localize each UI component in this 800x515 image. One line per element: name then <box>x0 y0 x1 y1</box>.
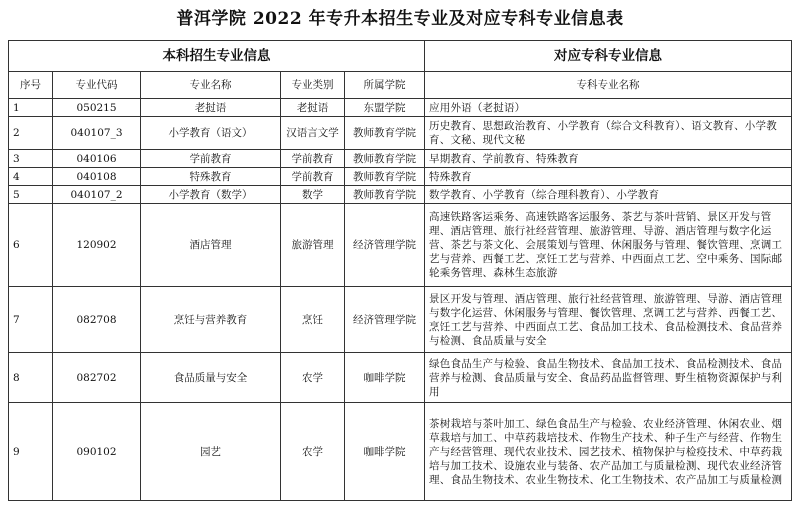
cell-no: 9 <box>9 403 53 501</box>
table-row <box>9 99 792 117</box>
group-header-row <box>9 41 792 72</box>
undergrad-info-header: 本科招生专业信息 <box>9 41 425 72</box>
cell-college: 教师教育学院 <box>345 186 425 204</box>
junior-college-info-header: 对应专科专业信息 <box>425 41 792 72</box>
column-header-row <box>9 72 792 99</box>
cell-code: 040106 <box>53 150 141 168</box>
cell-majors: 绿色食品生产与检验、食品生物技术、食品加工技术、食品检测技术、食品营养与检测、食品质量与安全、食品药品监督管理、野生植物资源保护与利用 <box>425 353 792 403</box>
cell-college: 经济管理学院 <box>345 204 425 287</box>
cell-majors: 历史教育、思想政治教育、小学教育（综合文科教育）、语文教育、小学教育、文秘、现代文秘 <box>425 117 792 150</box>
cell-category: 烹饪 <box>281 287 345 353</box>
cell-name: 特殊教育 <box>141 168 281 186</box>
cell-code: 050215 <box>53 99 141 117</box>
cell-no: 8 <box>9 353 53 403</box>
cell-name: 老挝语 <box>141 99 281 117</box>
table-row <box>9 117 792 150</box>
col-header-no: 序号 <box>9 72 53 99</box>
cell-category: 学前教育 <box>281 168 345 186</box>
cell-code: 090102 <box>53 403 141 501</box>
table-row <box>9 168 792 186</box>
table-row <box>9 150 792 168</box>
col-header-college: 所属学院 <box>345 72 425 99</box>
cell-code: 040108 <box>53 168 141 186</box>
cell-college: 教师教育学院 <box>345 168 425 186</box>
cell-category: 数学 <box>281 186 345 204</box>
table-row <box>9 287 792 353</box>
cell-code: 082702 <box>53 353 141 403</box>
col-header-code: 专业代码 <box>53 72 141 99</box>
cell-no: 1 <box>9 99 53 117</box>
cell-name: 食品质量与安全 <box>141 353 281 403</box>
cell-no: 6 <box>9 204 53 287</box>
cell-majors: 特殊教育 <box>425 168 792 186</box>
cell-name: 酒店管理 <box>141 204 281 287</box>
cell-no: 4 <box>9 168 53 186</box>
cell-category: 汉语言文学 <box>281 117 345 150</box>
cell-college: 咖啡学院 <box>345 353 425 403</box>
cell-code: 040107_2 <box>53 186 141 204</box>
cell-no: 7 <box>9 287 53 353</box>
table-row <box>9 353 792 403</box>
cell-college: 教师教育学院 <box>345 150 425 168</box>
cell-category: 农学 <box>281 353 345 403</box>
cell-no: 5 <box>9 186 53 204</box>
cell-college: 咖啡学院 <box>345 403 425 501</box>
cell-college: 经济管理学院 <box>345 287 425 353</box>
cell-name: 园艺 <box>141 403 281 501</box>
cell-majors: 景区开发与管理、酒店管理、旅行社经营管理、旅游管理、导游、酒店管理与数字化运营、休闲服务与管理、餐饮管理、烹调工艺与营养、西餐工艺、烹饪工艺与营养、中西面点工艺、食品加工技术、食品检测技术、食品营养与检测、食品质量与安全 <box>425 287 792 353</box>
table-row <box>9 204 792 287</box>
cell-category: 农学 <box>281 403 345 501</box>
cell-category: 老挝语 <box>281 99 345 117</box>
cell-no: 2 <box>9 117 53 150</box>
cell-name: 烹饪与营养教育 <box>141 287 281 353</box>
cell-category: 学前教育 <box>281 150 345 168</box>
table-row <box>9 403 792 501</box>
cell-majors: 高速铁路客运乘务、高速铁路客运服务、茶艺与茶叶营销、景区开发与管理、酒店管理、旅行社经营管理、旅游管理、导游、酒店管理与数字化运营、茶艺与茶文化、会展策划与管理、休闲服务与管理、餐饮管理、烹调工艺与营养、西餐工艺、烹饪工艺与营养、中西面点工艺、空中乘务、国际邮轮乘务管理、森林生态旅游 <box>425 204 792 287</box>
table-row <box>9 186 792 204</box>
cell-code: 082708 <box>53 287 141 353</box>
cell-majors: 茶树栽培与茶叶加工、绿色食品生产与检验、农业经济管理、休闲农业、烟草栽培与加工、中草药栽培技术、作物生产技术、种子生产与经营、作物生产与经营管理、现代农业技术、园艺技术、植物保护与检疫技术、中草药栽培与加工技术、设施农业与装备、农产品加工与质量检测、现代农业经济管理、食品生物技术、农业生物技术、化工生物技术、农产品加工与质量检测 <box>425 403 792 501</box>
cell-code: 040107_3 <box>53 117 141 150</box>
major-info-table <box>8 40 792 501</box>
cell-category: 旅游管理 <box>281 204 345 287</box>
cell-majors: 早期教育、学前教育、特殊教育 <box>425 150 792 168</box>
cell-code: 120902 <box>53 204 141 287</box>
col-header-majors: 专科专业名称 <box>425 72 792 99</box>
col-header-name: 专业名称 <box>141 72 281 99</box>
cell-no: 3 <box>9 150 53 168</box>
cell-college: 教师教育学院 <box>345 117 425 150</box>
col-header-category: 专业类别 <box>281 72 345 99</box>
cell-name: 小学教育（数学） <box>141 186 281 204</box>
document-title: 普洱学院 2022 年专升本招生专业及对应专科专业信息表 <box>176 9 624 29</box>
cell-college: 东盟学院 <box>345 99 425 117</box>
cell-majors: 应用外语（老挝语） <box>425 99 792 117</box>
cell-name: 小学教育（语文） <box>141 117 281 150</box>
cell-name: 学前教育 <box>141 150 281 168</box>
table-body <box>9 99 792 501</box>
cell-majors: 数学教育、小学教育（综合理科教育）、小学教育 <box>425 186 792 204</box>
